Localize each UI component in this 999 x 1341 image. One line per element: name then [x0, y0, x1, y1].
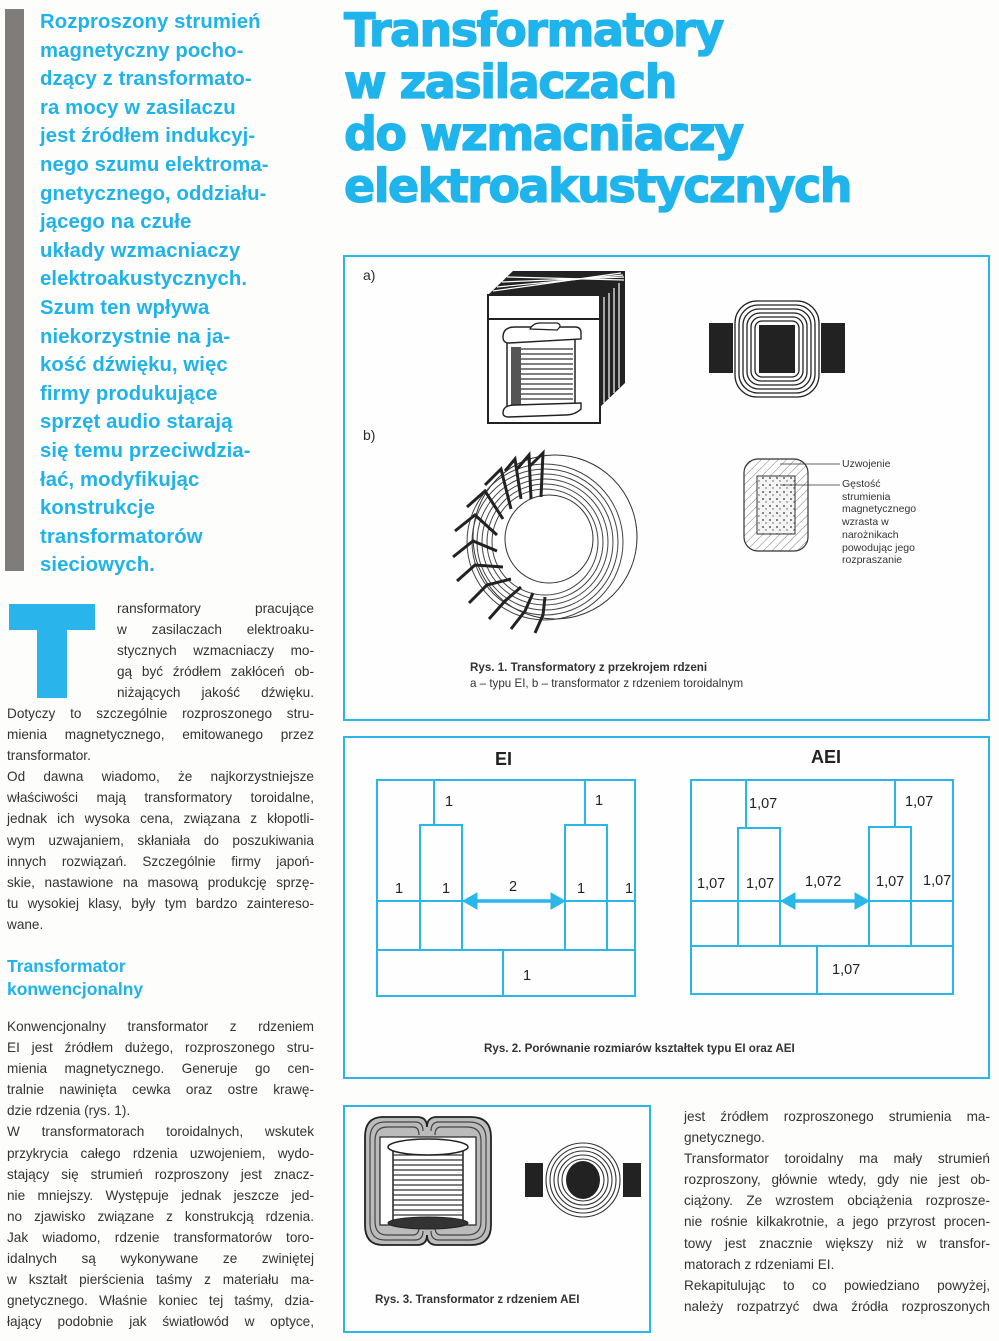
- callout-density-line: Gęstość: [842, 478, 881, 490]
- lead-line: kość dźwięku, więc: [40, 354, 228, 377]
- body-line: gnetycznego.: [684, 1130, 765, 1146]
- aei-top-left-value: 1,07: [749, 796, 778, 812]
- body-line: niżających jakość dźwięku.: [117, 685, 314, 701]
- callout-density: [842, 478, 916, 567]
- callout-density-line: wzrasta w: [842, 516, 889, 529]
- callout-density-line: rozpraszanie: [842, 554, 903, 567]
- aei-core-dimension-diagram: [689, 778, 955, 1004]
- lead-line: gnetycznego, oddziału-: [40, 182, 267, 205]
- body-line: matorach z rdzeniami EI.: [684, 1256, 835, 1272]
- intro-paragraph: [7, 703, 314, 935]
- aei-outer-left-value: 1,07: [697, 876, 726, 892]
- lead-line: sieciowych.: [40, 554, 155, 577]
- body-line: przykrycia całego rdzenia uzwojeniem, wydo-: [7, 1145, 314, 1161]
- body-line: mienia magnetycznego, emitowanego przez: [7, 727, 314, 743]
- lead-line: sprzęt audio starają: [40, 411, 233, 434]
- fig1-caption-title: Rys. 1. Transformatory z przekrojem rdzeni: [470, 661, 708, 674]
- lead-line: transformatorów: [40, 525, 203, 548]
- lead-line: łać, modyfikując: [40, 468, 200, 491]
- lead-line: konstrukcje: [40, 497, 155, 520]
- ei-cross-section-drawing: [707, 295, 847, 405]
- ei-bottom-value: 1: [523, 968, 532, 984]
- ei-core-dimension-diagram: [375, 778, 639, 1008]
- ei-leg-right-value: 1: [577, 881, 586, 897]
- body-line: tu wysokiej klasy, były tym bardzo zaintereso-: [7, 895, 314, 911]
- body-line: gnetycznego. Właśnie koniec tej taśmy, dzia-: [7, 1293, 314, 1309]
- figure-1: [343, 255, 990, 721]
- ei-core-drawing: [485, 267, 645, 427]
- lead-line: ra mocy w zasilaczu: [40, 96, 236, 119]
- title-line: Transformatory: [344, 3, 723, 57]
- title-line: elektroakustycznych: [344, 159, 852, 213]
- section-heading: [7, 955, 143, 1001]
- section-paragraph: [7, 1016, 314, 1332]
- body-line: stycznych wzmacniaczy mo-: [117, 643, 314, 659]
- title-line: do wzmacniaczy: [344, 107, 743, 161]
- body-line: innych rozwiązań. Szczególnie firmy japoń-: [7, 853, 314, 869]
- section-heading-line: Transformator: [7, 956, 126, 976]
- lead-line: układy wzmacniaczy: [40, 239, 241, 262]
- body-line: w kształt pierścienia taśmy z materiału ma-: [7, 1272, 314, 1288]
- body-line: EI jest źródłem dużego, rozproszonego stru-: [7, 1040, 314, 1056]
- ei-top-right-value: 1: [595, 793, 604, 809]
- fig1-caption-text: a – typu EI, b – transformator z rdzeniem toroidalnym: [470, 677, 744, 690]
- body-line: idalnych są wykonywane ze zwiniętej: [7, 1251, 314, 1267]
- dropcap-T: [9, 604, 95, 698]
- ei-window-value: 2: [509, 879, 518, 895]
- body-line: nie mniejszy. Występuje jednak jeszcze jed-: [7, 1187, 314, 1203]
- body-line: w zasilaczach elektroaku-: [117, 622, 314, 638]
- fig1-label-b: b): [363, 427, 376, 443]
- lead-line: Szum ten wpływa: [40, 296, 210, 319]
- lead-line: dzący z transformato-: [40, 68, 252, 91]
- aei-top-right-value: 1,07: [905, 794, 934, 810]
- body-line: gą być źródłem zakłóceń ob-: [117, 664, 314, 680]
- callout-density-line: powodując jego: [842, 541, 915, 554]
- aei-leg-left-value: 1,07: [746, 876, 775, 892]
- aei-heading: AEI: [811, 747, 842, 767]
- lead-line: niekorzystnie na ja-: [40, 325, 231, 348]
- body-line: stający się strumień rozproszony jest znacz-: [7, 1166, 314, 1182]
- body-line: ciążony. Ze wzrostem obciążenia rozprosze-: [684, 1193, 990, 1209]
- body-line: właściwości mają transformatory toroidalne,: [7, 790, 314, 806]
- body-line: nie rośnie kilkakrotnie, a jego przyrost procen-: [684, 1214, 990, 1230]
- lead-line: Rozproszony strumień: [40, 11, 261, 33]
- body-line: wym uzwajaniem, skłaniała do poszukiwania: [7, 832, 314, 848]
- lead-paragraph: [40, 8, 330, 580]
- body-line: W transformatorach toroidalnych, wskutek: [7, 1124, 314, 1140]
- body-line: jednak ich wysoka cena, związana z kłopotli-: [7, 811, 314, 827]
- body-line: transformator.: [7, 748, 91, 764]
- ei-leg-left-value: 1: [442, 881, 451, 897]
- body-line: mienia magnetycznego. Generuje go cen-: [7, 1061, 314, 1077]
- column-2-paragraph: [684, 1106, 990, 1317]
- body-line: Transformator toroidalny ma mały strumień: [684, 1151, 990, 1167]
- body-line: należy rozpatrzyć dwa źródła rozproszonych: [684, 1298, 990, 1314]
- body-line: dzie rdzenia (rys. 1).: [7, 1103, 131, 1119]
- aei-leg-right-value: 1,07: [876, 874, 905, 890]
- body-line: jest źródłem rozproszonego strumienia ma-: [684, 1109, 990, 1124]
- winding-cross-section-drawing: [740, 455, 840, 553]
- aei-bottom-value: 1,07: [832, 962, 861, 978]
- body-line: Dotyczy to szczególnie rozproszonego stru-: [7, 706, 314, 721]
- lead-line: jest źródłem indukcyj-: [40, 125, 256, 148]
- aei-cross-section-drawing: [523, 1141, 643, 1221]
- lead-line: się temu przeciwdzia-: [40, 439, 251, 462]
- section-heading-line: konwencjonalny: [7, 979, 144, 999]
- body-line: łający podobnie jak światłowód w optyce,: [7, 1314, 314, 1330]
- aei-outer-right-value: 1,07: [923, 873, 952, 889]
- body-line: skie, nastawione na masową produkcję sprzę-: [7, 874, 314, 890]
- aei-window-value: 1,072: [805, 874, 842, 890]
- lead-side-bar: [5, 9, 24, 571]
- body-line: tralnie nawinięta cewka oraz ostre krawę-: [7, 1082, 314, 1098]
- fig1-caption: [470, 661, 743, 690]
- callout-winding: Uzwojenie: [842, 458, 891, 470]
- lead-line: magnetyczny pocho-: [40, 39, 244, 62]
- ei-top-left-value: 1: [445, 794, 454, 810]
- fig1-label-a: a): [363, 267, 376, 283]
- title-line: w zasilaczach: [344, 55, 676, 109]
- fig3-caption: Rys. 3. Transformator z rdzeniem AEI: [375, 1293, 580, 1306]
- intro-dropcap-lines: [117, 598, 314, 703]
- body-line: Rekapitulując to co powiedziano powyżej,: [684, 1277, 990, 1293]
- callout-density-line: strumienia: [842, 490, 891, 503]
- figure-3: [343, 1105, 651, 1333]
- ei-outer-right-value: 1: [625, 881, 634, 897]
- body-line: rozproszony, głównie wtedy, gdy nie jest ob-: [684, 1172, 990, 1188]
- article-title: [344, 4, 994, 212]
- body-line: wane.: [7, 916, 44, 932]
- body-line: ransformatory pracujące: [117, 601, 314, 616]
- lead-line: nego szumu elektroma-: [40, 153, 269, 176]
- lead-line: jącego na czułe: [40, 211, 192, 234]
- figure-2: [343, 736, 990, 1079]
- ei-heading: EI: [495, 749, 513, 769]
- callout-density-line: narożnikach: [842, 528, 899, 541]
- body-line: Jak wiadomo, rdzenie transformatorów toro-: [7, 1229, 314, 1245]
- body-line: no zjawisko związane z konstrukcją rdzenia.: [7, 1208, 314, 1224]
- lead-line: firmy produkujące: [40, 382, 218, 405]
- lead-line: elektroakustycznych.: [40, 268, 248, 291]
- body-line: Od dawna wiadomo, że najkorzystniejsze: [7, 769, 314, 785]
- fig2-caption: Rys. 2. Porównanie rozmiarów kształtek typu EI oraz AEI: [484, 1042, 795, 1055]
- callout-density-line: magnetycznego: [842, 503, 917, 516]
- ei-outer-left-value: 1: [395, 881, 404, 897]
- body-line: Konwencjonalny transformator z rdzeniem: [7, 1019, 314, 1034]
- toroid-drawing: [445, 447, 645, 647]
- aei-core-drawing: [363, 1115, 493, 1247]
- body-line: towy jest znacznie większy niż w transfor-: [684, 1235, 990, 1251]
